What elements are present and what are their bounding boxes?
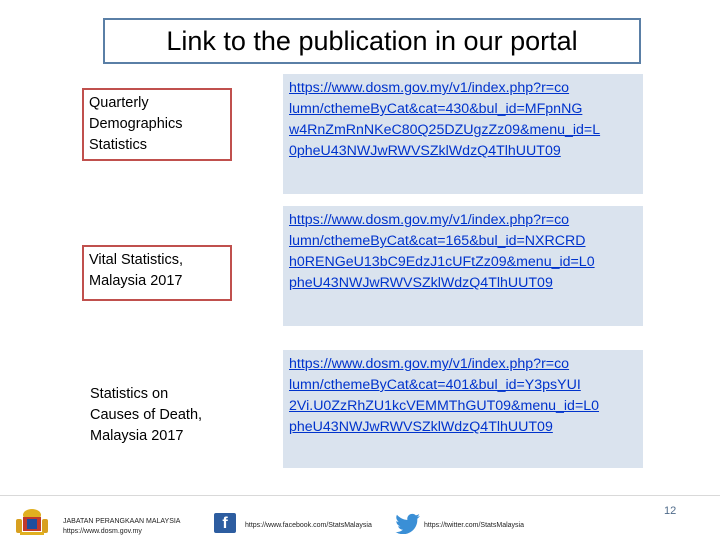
label-line: Quarterly [89,95,149,111]
link-line: w4RnZmRnNKeC80Q25DZUgzZz09&menu_id=L [289,122,601,138]
label-line: Vital Statistics, [89,252,184,268]
page-number: 12 [664,505,677,517]
malaysia-coat-of-arms-logo [10,507,54,537]
publication-label-causes-of-death [84,380,244,450]
twitter-bird-icon[interactable] [394,512,422,534]
link-line: h0RENGeU13bC9EdzJ1cUFtZz09&menu_id=L0 [289,254,595,270]
label-line: Causes of Death, [90,407,203,423]
facebook-icon[interactable]: f [214,513,236,533]
label-line: Malaysia 2017 [89,273,183,289]
publication-label-vital-statistics [82,245,232,301]
org-url[interactable]: https://www.dosm.gov.my [63,528,142,535]
publication-link-box-1 [283,74,643,194]
twitter-link[interactable]: https://twitter.com/StatsMalaysia [424,522,524,529]
link-line: 2Vi.U0ZzRhZU1kcVEMMThGUT09&menu_id=L0 [289,398,600,414]
link-line: pheU43NWJwRWVSZklWdzQ4TlhUUT09 [289,419,553,435]
label-line: Demographics [89,116,183,132]
link-line: https://www.dosm.gov.my/v1/index.php?r=co [289,80,570,96]
link-line: pheU43NWJwRWVSZklWdzQ4TlhUUT09 [289,275,553,291]
publication-link-causes-of-death[interactable] [289,354,637,438]
page-title-text: Link to the publication in our portal [166,25,578,56]
label-line: Statistics on [90,386,169,402]
link-line: lumn/cthemeByCat&cat=430&bul_id=MFpnNG [289,101,583,117]
org-info [63,517,180,537]
label-line: Statistics [89,137,148,153]
link-line: lumn/cthemeByCat&cat=401&bul_id=Y3psYUI [289,377,581,393]
link-line: 0pheU43NWJwRWVSZklWdzQ4TlhUUT09 [289,143,561,159]
publication-label-quarterly-demographics [82,88,232,161]
footer-divider [0,495,720,496]
publication-link-quarterly-demographics[interactable] [289,78,637,162]
page-title [103,18,641,64]
label-line: Malaysia 2017 [90,428,184,444]
publication-link-box-3 [283,350,643,468]
link-line: lumn/cthemeByCat&cat=165&bul_id=NXRCRD [289,233,586,249]
link-line: https://www.dosm.gov.my/v1/index.php?r=co [289,212,570,228]
publication-link-box-2 [283,206,643,326]
publication-link-vital-statistics[interactable] [289,210,637,294]
org-name: JABATAN PERANGKAAN MALAYSIA [63,518,181,525]
link-line: https://www.dosm.gov.my/v1/index.php?r=co [289,356,570,372]
facebook-link[interactable]: https://www.facebook.com/StatsMalaysia [245,522,372,529]
footer [0,495,720,540]
